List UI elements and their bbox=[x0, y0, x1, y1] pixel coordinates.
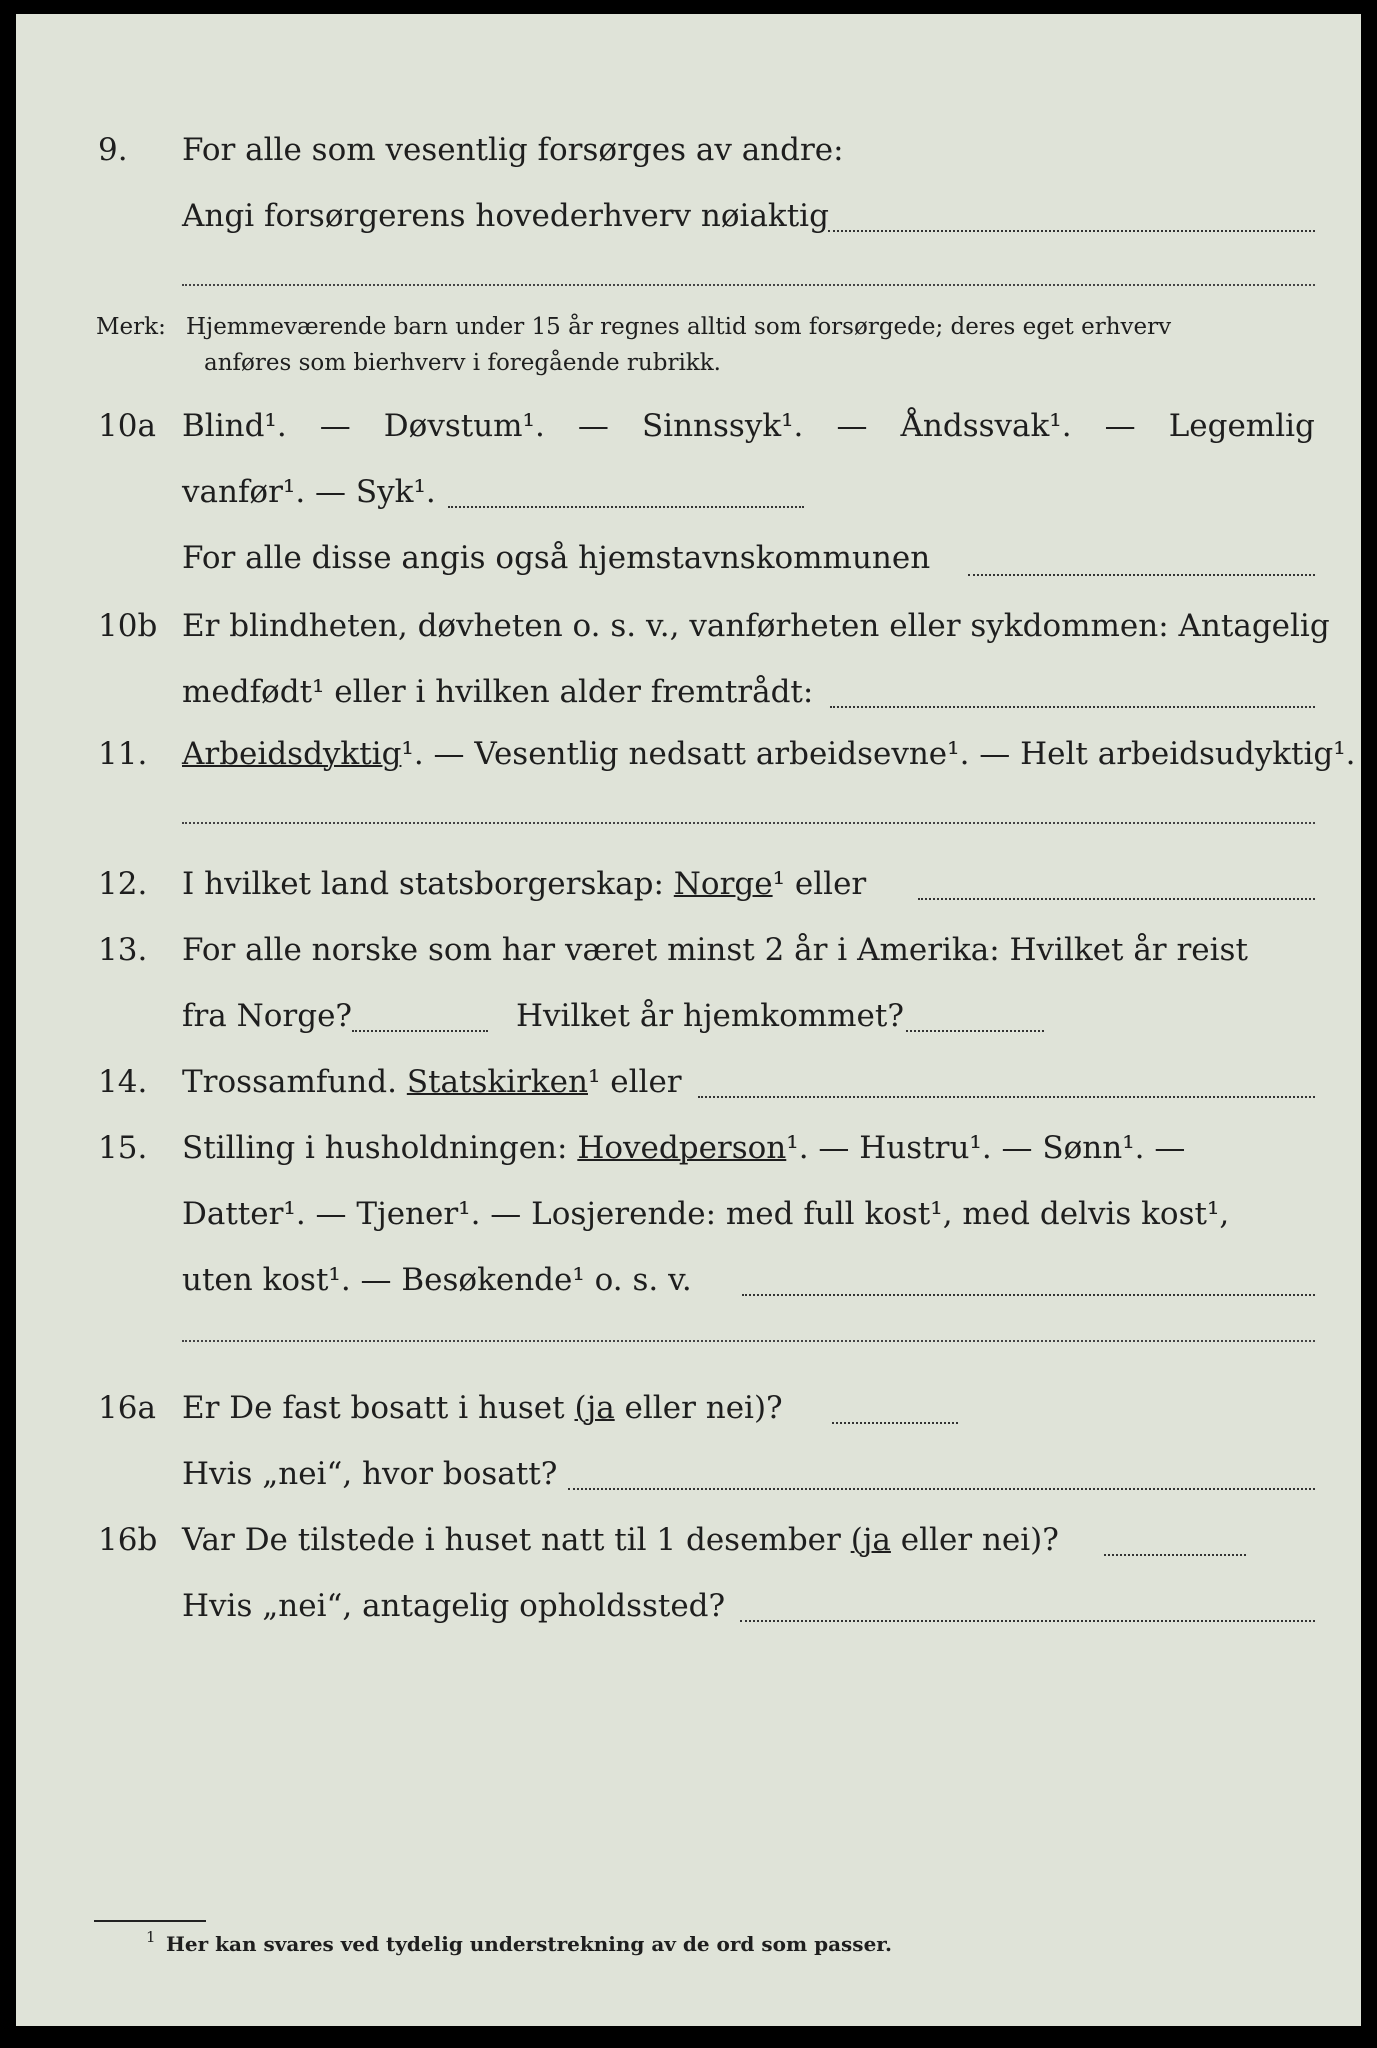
q14-answer-field[interactable] bbox=[698, 1096, 1315, 1098]
q14-lead: Trossamfund. bbox=[182, 1064, 397, 1100]
q12-lead: I hvilket land statsborgerskap: bbox=[182, 866, 664, 902]
q13-hjemkommet-field[interactable] bbox=[906, 1030, 1044, 1032]
q11-option-arbeidsdyktig[interactable]: Arbeidsdyktig bbox=[182, 736, 402, 772]
q9-answer-field[interactable] bbox=[828, 230, 1315, 232]
q14-tail: ¹ eller bbox=[587, 1064, 682, 1100]
q12-line bbox=[182, 866, 1315, 902]
q15-lead: Stilling i husholdningen: bbox=[182, 1130, 568, 1166]
q10a-opt-andssvak: Åndssvak¹. bbox=[900, 408, 1072, 444]
q12-answer-field[interactable] bbox=[918, 898, 1315, 900]
q11-number: 11. bbox=[98, 736, 148, 772]
q16a-line1 bbox=[182, 1390, 1315, 1426]
q16a-tail: eller nei)? bbox=[624, 1390, 783, 1426]
q11-line1 bbox=[182, 736, 1356, 772]
q10a-line3: For alle disse angis også hjemstavnskommunen bbox=[182, 540, 931, 576]
q14-option-statskirken[interactable]: Statskirken bbox=[406, 1064, 588, 1100]
q10a-syk-field[interactable] bbox=[448, 506, 804, 508]
q10a-opt-blind: Blind¹. bbox=[182, 408, 287, 444]
q10b-answer-field[interactable] bbox=[830, 706, 1315, 708]
q16a-line2: Hvis „nei“, hvor bosatt? bbox=[182, 1456, 558, 1492]
q9-answer-field-2[interactable] bbox=[182, 284, 1315, 286]
q16a-bosatt-field[interactable] bbox=[568, 1488, 1315, 1490]
q10a-dash-2: — bbox=[577, 408, 609, 444]
q13-line2a: fra Norge? bbox=[182, 998, 353, 1034]
q10a-dash-1: — bbox=[319, 408, 351, 444]
q12-number: 12. bbox=[98, 866, 148, 902]
q15-line1-rest: ¹. — Hustru¹. — Sønn¹. — bbox=[786, 1130, 1186, 1166]
q10a-opt-legemlig: Legemlig bbox=[1168, 408, 1315, 444]
q15-line2: Datter¹. — Tjener¹. — Losjerende: med full kost¹, med delvis kost¹, bbox=[182, 1196, 1230, 1232]
footnote-rule bbox=[94, 1920, 206, 1922]
q10a-kommune-field[interactable] bbox=[968, 574, 1315, 576]
q9-line2-text: Angi forsørgerens hovederhverv nøiaktig bbox=[182, 198, 829, 234]
q15-line3: uten kost¹. — Besøkende¹ o. s. v. bbox=[182, 1262, 692, 1298]
q10b-number: 10b bbox=[98, 608, 158, 644]
q13-line2b: Hvilket år hjemkommet? bbox=[516, 998, 904, 1034]
q16a-number: 16a bbox=[98, 1390, 156, 1426]
q16b-line1 bbox=[182, 1522, 1315, 1558]
q10a-opt-dovstum: Døvstum¹. bbox=[383, 408, 545, 444]
merk-line2: anføres som bierhverv i foregående rubrikk. bbox=[204, 350, 721, 376]
q16b-number: 16b bbox=[98, 1522, 158, 1558]
footnote-mark: 1 bbox=[146, 1928, 156, 1946]
q16a-lead: Er De fast bosatt i huset bbox=[182, 1390, 565, 1426]
q16b-tail: eller nei)? bbox=[900, 1522, 1059, 1558]
q10a-opt-sinnssyk: Sinnssyk¹. bbox=[641, 408, 804, 444]
q10a-dash-3: — bbox=[836, 408, 868, 444]
q12-option-norge[interactable]: Norge bbox=[673, 866, 773, 902]
q13-number: 13. bbox=[98, 932, 148, 968]
q11-answer-field[interactable] bbox=[182, 822, 1315, 824]
q16b-opholdssted-field[interactable] bbox=[740, 1620, 1315, 1622]
q9-line2 bbox=[182, 198, 1315, 234]
q16b-option-ja[interactable]: (ja bbox=[850, 1522, 891, 1558]
q9-number: 9. bbox=[98, 132, 128, 168]
q13-line1: For alle norske som har været minst 2 år i Amerika: Hvilket år reist bbox=[182, 932, 1248, 968]
merk-label: Merk: bbox=[96, 314, 166, 340]
q10a-number: 10a bbox=[98, 408, 156, 444]
q16a-option-ja[interactable]: (ja bbox=[574, 1390, 615, 1426]
q9-line1: For alle som vesentlig forsørges av andre: bbox=[182, 132, 844, 168]
q16a-answer-field[interactable] bbox=[832, 1422, 958, 1424]
q14-number: 14. bbox=[98, 1064, 148, 1100]
q10a-line1 bbox=[182, 408, 1315, 444]
census-form-page bbox=[16, 14, 1361, 2026]
q15-answer-field-2[interactable] bbox=[182, 1340, 1315, 1342]
q15-line1 bbox=[182, 1130, 1315, 1166]
q10a-line2: vanfør¹. — Syk¹. bbox=[182, 474, 436, 510]
merk-line1: Hjemmeværende barn under 15 år regnes alltid som forsørgede; deres eget erhverv bbox=[186, 314, 1172, 340]
q15-number: 15. bbox=[98, 1130, 148, 1166]
q10b-line2: medfødt¹ eller i hvilken alder fremtrådt: bbox=[182, 674, 814, 710]
q16b-lead: Var De tilstede i huset natt til 1 desember bbox=[182, 1522, 841, 1558]
q10b-line1: Er blindheten, døvheten o. s. v., vanførheten eller sykdommen: Antagelig bbox=[182, 608, 1330, 644]
q14-line bbox=[182, 1064, 1315, 1100]
q10a-dash-4: — bbox=[1104, 408, 1136, 444]
q11-rest: ¹. — Vesentlig nedsatt arbeidsevne¹. — Helt arbeidsudyktig¹. bbox=[401, 736, 1356, 772]
q16b-answer-field[interactable] bbox=[1104, 1554, 1246, 1556]
footnote-text: Her kan svares ved tydelig understrekning av de ord som passer. bbox=[166, 1932, 892, 1956]
q16b-line2: Hvis „nei“, antagelig opholdssted? bbox=[182, 1588, 726, 1624]
q12-tail: ¹ eller bbox=[772, 866, 867, 902]
q15-option-hovedperson[interactable]: Hovedperson bbox=[577, 1130, 787, 1166]
q15-answer-field[interactable] bbox=[742, 1294, 1315, 1296]
q13-reist-field[interactable] bbox=[352, 1030, 488, 1032]
